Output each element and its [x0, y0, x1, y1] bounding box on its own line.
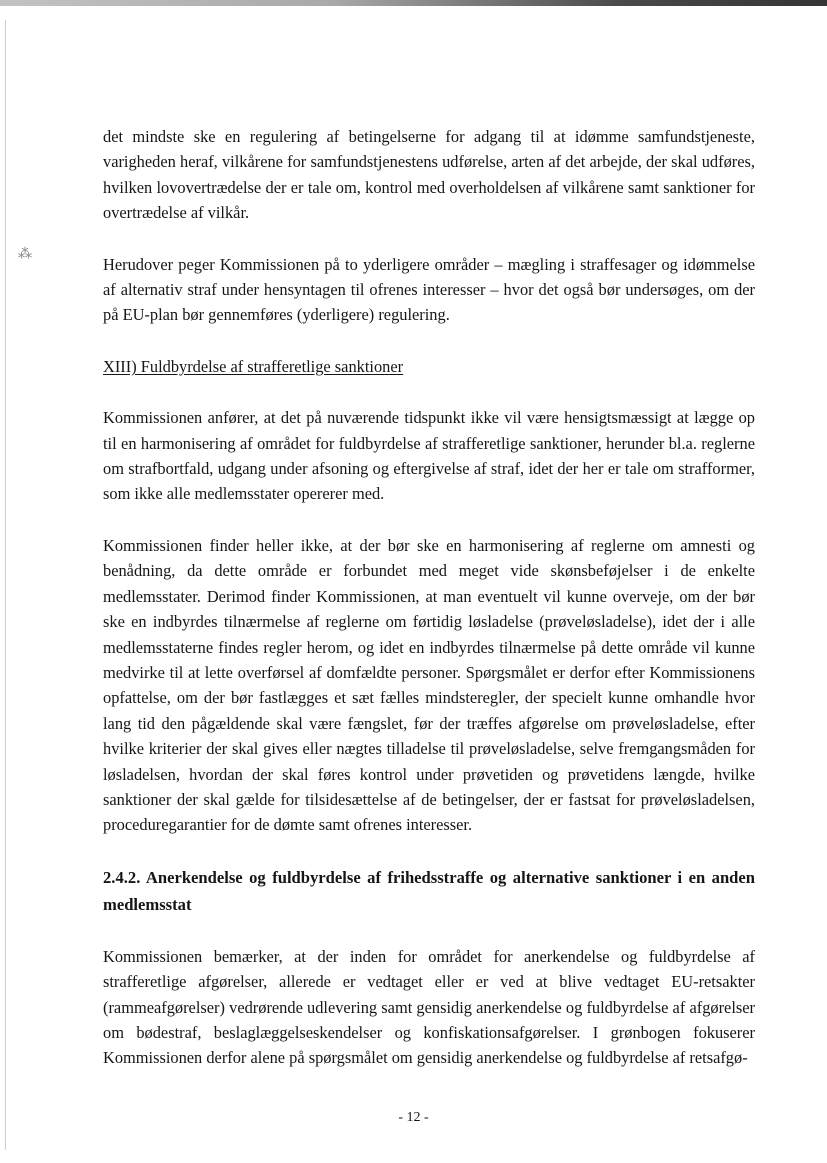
- section-heading: 2.4.2. Anerkendelse og fuldbyrdelse af frihedsstraffe og alternative sanktioner i en anden medlemsstat: [103, 867, 755, 914]
- paragraph-5: Kommissionen bemærker, at der inden for området for anerkendelse og fuldbyrdelse af strafferetlige afgørelser, allerede er vedtaget eller er ved at blive vedtaget EU-retsakter (rammeafgørelser) vedrørende udlevering samt gensidig anerkendelse og fuldbyrdelse af afgørelser om bødestraf, beslaglæggelseskendelser og konfiskationsafgørelser. I grønbogen fokuserer Kommissionen derfor alene på spørgsmålet om gensidig anerkendelse og fuldbyrdelse af retsafgø-: [103, 946, 755, 1068]
- scan-artifact: ⁂: [18, 247, 32, 262]
- paragraph-4: Kommissionen finder heller ikke, at der bør ske en harmonisering af reglerne om amnesti og benådning, da dette område er forbundet med meget vide skønsbeføjelser i de enkelte medlemsstater. Derimod finder Kommissionen, at man eventuelt vil kunne overveje, om der bør ske en indbyrdes tilnærmelse af reglerne om førtidig løsladelse (prøveløsladelse), idet der i alle medlemsstaterne findes regler herom, og idet en indbyrdes tilnærmelse på dette område vil kunne medvirke til at lette overførsel af domfældte personer. Spørgsmålet er derfor efter Kommissionens opfattelse, om der bør fastlægges et sæt fælles mindsteregler, der specielt kunne omhandle hvor lang tid den pågældende skal være fængslet, før der træffes afgørelse om prøveløsladelse, efter hvilke kriterier der skal gives eller nægtes tilladelse til prøveløsladelse, selve fremgangsmåden for løsladelsen, hvordan der skal føres kontrol under prøvetiden og prøvetidens længde, hvilke sanktioner der skal gælde for tilsidesættelse af de betingelser, der er fastsat for prøveløsladelsen, proceduregarantier for de dømte samt ofrenes interesser.: [103, 535, 755, 835]
- section-subheading: XIII) Fuldbyrdelse af strafferetlige sanktioner: [103, 356, 404, 376]
- scan-edge-left: [5, 20, 6, 1150]
- paragraph-2: Herudover peger Kommissionen på to yderligere områder – mægling i straffesager og idømmelse af alternativ straf under hensyntagen til ofrenes interesser – hvor det også bør undersøges, om der på EU-plan bør gennemføres (yderligere) regulering.: [103, 254, 755, 325]
- scan-edge-top: [0, 0, 827, 6]
- page-number: - 12 -: [398, 1110, 429, 1125]
- paragraph-1: det mindste ske en regulering af betingelserne for adgang til at idømme samfundstjeneste, varigheden heraf, vilkårene for samfundstjenestens udførelse, arten af det arbejde, der skal udføres, hvilken lovovertrædelse der er tale om, kontrol med overholdelsen af vilkårene samt sanktioner for overtrædelse af vilkår.: [103, 127, 755, 223]
- document-body: [103, 124, 755, 1071]
- paragraph-3: Kommissionen anfører, at det på nuværende tidspunkt ikke vil være hensigtsmæssigt at lægge op til en harmonisering af området for fuldbyrdelse af strafferetlige sanktioner, herunder bl.a. reglerne om strafbortfald, udgang under afsoning og eftergivelse af straf, idet der her er tale om strafformer, som ikke alle medlemsstater opererer med.: [103, 408, 755, 504]
